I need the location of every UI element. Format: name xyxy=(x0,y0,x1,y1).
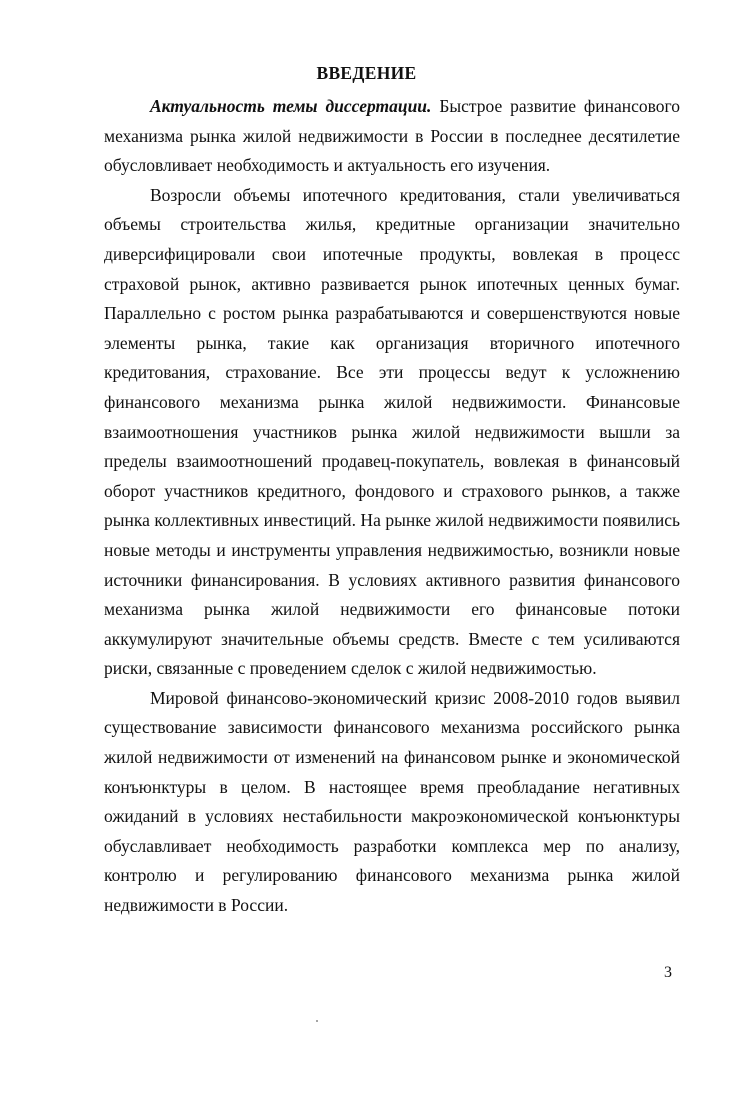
paragraph-text: Быстрое развитие финансового механизма рынка жилой недвижимости в России в последнее десятилетие обусловливает необходимость и актуальность его изучения. xyxy=(104,96,680,176)
page-number: 3 xyxy=(664,964,672,981)
paragraph-lead: Актуальность темы диссертации. xyxy=(150,96,432,116)
paragraph-text: Возросли объемы ипотечного кредитования, стали увеличиваться объемы строительства жилья, кредитные организации значительно диверсифицировали свои ипотечные продукты, вовлекая в процесс страховой рынок, активно развивается рынок ипотечных ценных бумаг. Параллельно с ростом рынка разрабатываются и совершенствуются новые элементы рынка, такие как организация вторичного ипотечного кредитования, страхование. Все эти процессы ведут к усложнению финансового механизма рынка жилой недвижимости. Финансовые взаимоотношения участников рынка жилой недвижимости вышли за пределы взаимоотношений продавец-покупатель, вовлекая в финансовый оборот участников кредитного, фондового и страхового рынков, а также рынка коллективных инвестиций. На рынке жилой недвижимости появились новые методы и инструменты управления недвижимостью, возникли новые источники финансирования. В условиях активного развития финансового механизма рынка жилой недвижимости его финансовые потоки аккумулируют значительные объемы средств. Вместе с тем усиливаются риски, связанные с проведением сделок с жилой недвижимостью. xyxy=(104,184,680,679)
page-heading: ВВЕДЕНИЕ xyxy=(316,63,417,83)
paragraph-text: Мировой финансово-экономический кризис 2008-2010 годов выявил существование зависимости финансового механизма российского рынка жилой недвижимости от изменений на финансовом рынке и экономической конъюнктуры в целом. В настоящее время преобладание негативных ожиданий в условиях нестабильности макроэкономической конъюнктуры обуславливает необходимость разработки комплекса мер по анализу, контролю и регулированию финансового механизма рынка жилой недвижимости в России. xyxy=(104,687,680,916)
paragraph-relevance xyxy=(104,92,680,181)
body-text xyxy=(104,92,680,921)
scan-speck xyxy=(316,1020,318,1022)
paragraph-crisis xyxy=(104,684,680,921)
paragraph-market-growth xyxy=(104,181,680,684)
